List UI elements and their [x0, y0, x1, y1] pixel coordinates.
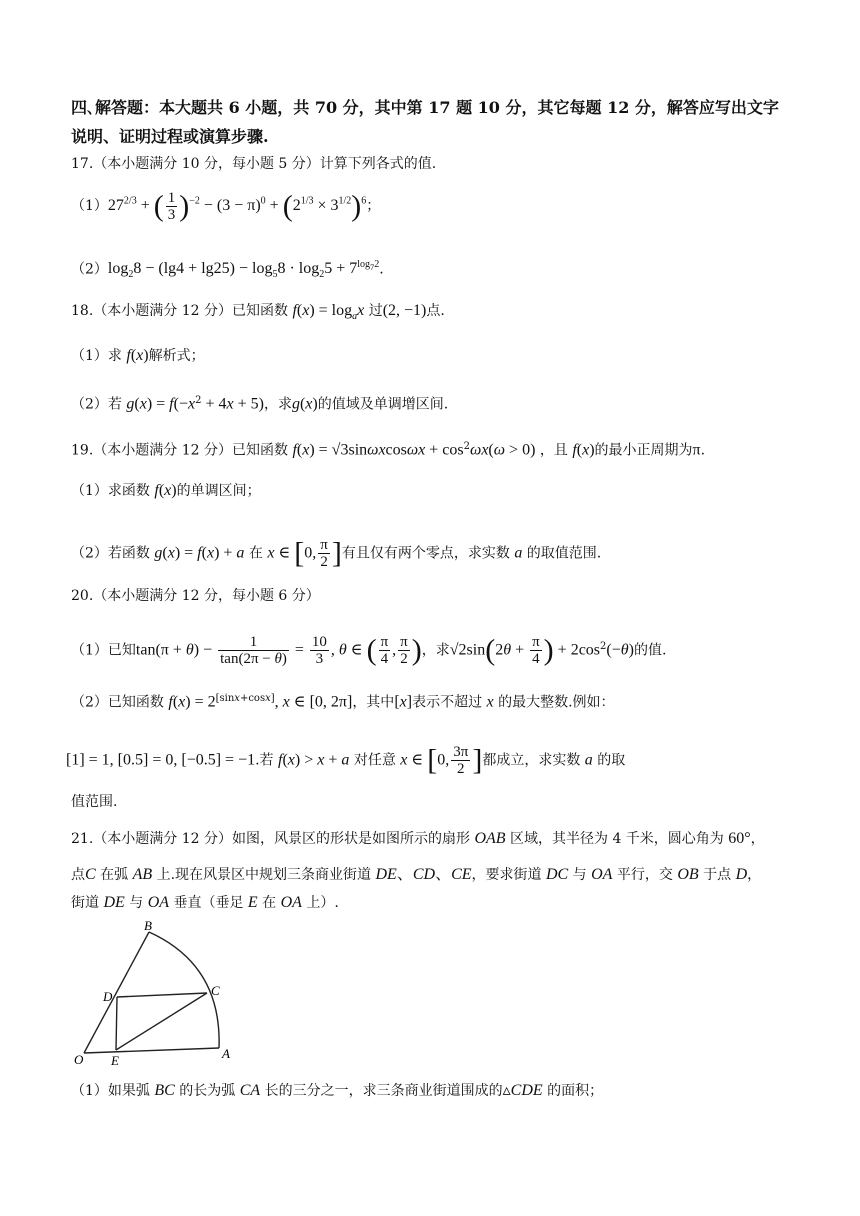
label-D: D — [103, 989, 113, 1004]
q21-l2-e: 与 — [572, 867, 587, 883]
q19-p2-b: 在 — [248, 545, 263, 562]
q17-p2-tail: . — [379, 261, 384, 278]
q21-p1-a: （1）如果弧 — [71, 1083, 150, 1099]
q21-p1-c: 长的三分之一，求三条商业街道围成的 — [264, 1083, 503, 1099]
section-heading-line2: 说明、证明过程或演算步骤. — [71, 127, 269, 146]
q18-fx: f — [292, 302, 297, 319]
q17-p1-formula: $27^{2/3}$ + ( $\frac{1}{3}$ )$^{-2} - (3 - \pi)^0 + (2^{1/3} \times 3^{1/2})^6$ — [107, 189, 367, 223]
q20-p1-a: （1）已知 — [71, 642, 136, 659]
q18-part2: （2）若 $g(x) = f(-x^2 + 4x + 5)$，求g(x)的值域及单调增区间. — [71, 395, 449, 413]
q20-part2-line1: （2）已知函数 f(x) = 2[sinx+cosx], x ∈ [0, 2π]，其中[x]表示不超过 x 的最大整数.例如： — [71, 693, 615, 711]
q19-p1-a: （1）求函数 — [71, 483, 150, 499]
q18-stem-b: 过 — [368, 303, 383, 319]
q18-part1: （1）求 f(x)解析式； — [71, 347, 205, 364]
q19-part1: （1）求函数 f(x)的单调区间； — [71, 482, 261, 499]
q21-l1-b: 区域，其半径为 4 千米，圆心角为 — [510, 831, 724, 847]
label-O: O — [74, 1052, 84, 1065]
q20-part2-line2: [1] = 1, [0.5] = 0, [−0.5] = −1.若 f(x) > x + a 对任意 x ∈ [0, $\frac{3\pi}{2}$ ]都成立，求实数 a 的取 — [66, 743, 626, 777]
q19-stem-a: 19.（本小题满分 12 分）已知函数 — [71, 442, 288, 459]
q17-p1-tail: ； — [366, 198, 381, 215]
q20-p2-c: 表示不超过 — [412, 694, 483, 711]
q17-part2 — [71, 255, 384, 286]
q20-p1-c: 的值. — [633, 642, 667, 659]
q21-l2-a: 点 — [71, 867, 85, 883]
q21-l3-b: 与 — [129, 895, 144, 911]
q21-l1-a: 21.（本小题满分 12 分）如图，风景区的形状是如图所示的扇形 — [71, 831, 470, 847]
q21-l3-e: 上）. — [306, 895, 339, 911]
arc-AB — [149, 932, 219, 1048]
q17-p2-label: （2） — [71, 261, 108, 278]
segment-OA — [84, 1048, 219, 1053]
q21-part1: （1）如果弧 BC 的长为弧 CA 长的三分之一，求三条商业街道围成的▵CDE 的面积； — [71, 1082, 604, 1099]
q21-l2-c: 上.现在风景区中规划三条商业街道 — [156, 867, 372, 883]
q21-l3-c: 垂直（垂足 — [173, 895, 244, 911]
q20-p1-b: ，求 — [421, 642, 450, 659]
q18-p2-b: ，求 — [263, 396, 292, 413]
q19-p2-c: 有且仅有两个零点，求实数 — [341, 545, 510, 562]
q19-stem-c: 的最小正周期为 — [594, 442, 693, 459]
q21-line3: 街道 DE 与 OA 垂直（垂足 E 在 OA 上）. — [71, 894, 339, 911]
q18-stem-c: 点. — [426, 303, 445, 319]
q21-l2-f: 平行，交 — [616, 867, 673, 883]
q18-stem-a: 18.（本小题满分 12 分）已知函数 — [71, 303, 288, 319]
label-E: E — [111, 1053, 119, 1065]
segment-DE — [116, 997, 117, 1050]
q21-p1-d: 的面积； — [547, 1083, 604, 1099]
q17-stem: 17.（本小题满分 10 分，每小题 5 分）计算下列各式的值. — [71, 156, 437, 172]
q19-p1-b: 的单调区间； — [176, 483, 261, 499]
section-heading-line1: 四､解答题：本大题共 6 小题，共 70 分，其中第 17 题 10 分，其它每题 12 分，解答应写出文字 — [71, 98, 779, 117]
q20-p2-h: 的取 — [597, 752, 626, 769]
q21-l2-b: 在弧 — [100, 867, 129, 883]
q18-stem: 18.（本小题满分 12 分）已知函数 $f(x) = \log_ax$ 过(2, −1)点. — [71, 302, 445, 322]
label-B: B — [144, 918, 152, 933]
q19-stem: 19.（本小题满分 12 分）已知函数 $f(x) = √3\sin\omega xcos\omega x + \cos^2\omega x(\omega > 0)$ ，且 f(x)的最小正周期为π. — [71, 441, 706, 459]
q18-p1-a: （1）求 — [71, 348, 122, 364]
q17-part1 — [71, 190, 380, 223]
q21-l2-g: 于点 — [703, 867, 732, 883]
q21-line2: 点C 在弧 AB 上.现在风景区中规划三条商业街道 DE、CD、CE，要求街道 DC 与 OA 平行，交 OB 于点 D， — [71, 866, 762, 883]
q20-p2-e: .若 — [255, 752, 274, 769]
q17-p1-label: （1） — [71, 198, 108, 215]
q21-p1-b: 的长为弧 — [179, 1083, 236, 1099]
q18-p2-c: 的值域及单调增区间. — [317, 396, 449, 413]
q20-p2-d: 的最大整数.例如： — [498, 694, 615, 711]
sector-figure — [70, 915, 240, 1065]
q19-stem-d: . — [700, 442, 706, 459]
q21-l1-c: ， — [750, 831, 765, 847]
q21-line1: 21.（本小题满分 12 分）如图，风景区的形状是如图所示的扇形 OAB 区域，其半径为 4 千米，圆心角为 60°， — [71, 830, 765, 847]
q18-p1-b: 解析式； — [148, 348, 205, 364]
q20-part2-line3: 值范围. — [71, 794, 118, 810]
label-C: C — [211, 983, 220, 998]
q17-p2-formula: $\log_28 - (\lg 4 + \lg 25) - \log_58 \cdot \log_25 + 7^{log_72}$ — [107, 259, 380, 281]
q20-part1: （1）已知tan(π + θ) − $\frac{1}{\tan(2\pi - \theta)}$ = $\frac{10}{3}$ , θ ∈ ( $\frac{\pi}{4}$ , $\frac{\pi}{2}$ )，求√2sin(2θ + $\frac{\pi}{4}$ ) + $2\cos^2(-\theta)$的值. — [71, 633, 667, 667]
q19-stem-b: ，且 — [539, 442, 568, 459]
q21-l2-h: ， — [747, 867, 762, 883]
q20-p2-f: 对任意 — [353, 752, 396, 769]
q21-l3-a: 街道 — [71, 895, 99, 911]
q20-p2-g: 都成立，求实数 — [482, 752, 581, 769]
segment-DC — [117, 993, 207, 997]
q19-part2: （2）若函数 g(x) = f(x) + a 在 x ∈ [0, $\frac{\pi}{2}$ ]有且仅有两个零点，求实数 a 的取值范围. — [71, 536, 602, 570]
segment-CE — [116, 993, 207, 1050]
q21-l3-d: 在 — [262, 895, 277, 911]
q20-p2-b: ，其中 — [352, 694, 395, 711]
label-A: A — [222, 1046, 230, 1061]
q19-p2-a: （2）若函数 — [71, 545, 150, 562]
q19-p2-d: 的取值范围. — [526, 545, 602, 562]
q20-p2-a: （2）已知函数 — [71, 694, 164, 711]
q18-p2-a: （2）若 — [71, 396, 122, 413]
q20-stem: 20.（本小题满分 12 分，每小题 6 分） — [71, 588, 320, 604]
q21-l2-d: ，要求街道 — [471, 867, 542, 883]
